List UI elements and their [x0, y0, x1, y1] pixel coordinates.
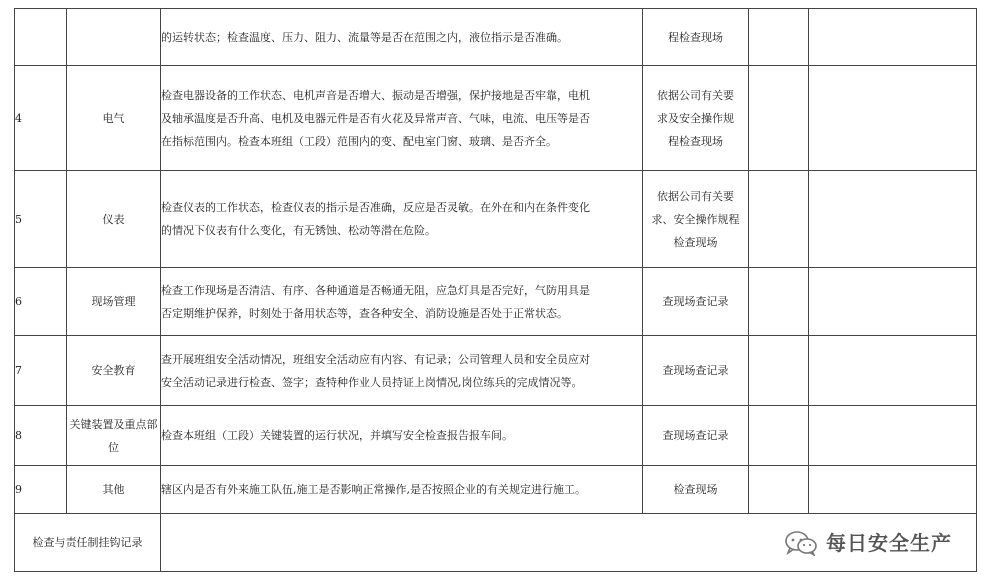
table-row-footer: [15, 514, 977, 572]
row-number: 5: [15, 171, 67, 268]
content-line: 查开展班组安全活动情况，班组安全活动应有内容、有记录；公司管理人员和安全员应对: [161, 352, 590, 366]
blank-cell: [749, 9, 809, 66]
check-basis: [643, 466, 749, 514]
basis-line: 查现场查记录: [662, 295, 729, 308]
blank-cell: [749, 268, 809, 336]
blank-cell: [749, 336, 809, 406]
basis-line: 求、安全操作规程: [651, 212, 740, 226]
content-line: 否定期维护保养，时刻处于备用状态等，查各种安全、消防设施是否处于正常状态。: [161, 306, 568, 320]
check-item: 关键装置及重点部位: [67, 406, 161, 466]
check-basis: [643, 171, 749, 268]
content-line: 检查电器设备的工作状态、电机声音是否增大、振动是否增强，保护接地是否牢靠，电机: [161, 88, 590, 102]
row-number: 6: [15, 268, 67, 336]
check-item: 安全教育: [67, 336, 161, 406]
content-line: 检查本班组（工段）关键装置的运行状况，并填写安全检查报告报车间。: [161, 429, 513, 442]
content-line: 安全活动记录进行检查、签字；查特种作业人员持证上岗情况,岗位练兵的完成情况等。: [161, 375, 583, 389]
check-basis: [643, 406, 749, 466]
check-content: [161, 336, 643, 406]
checklist-sheet: [14, 8, 976, 576]
check-content: [161, 9, 643, 66]
row-number: 9: [15, 466, 67, 514]
check-content: [161, 406, 643, 466]
table-row: [15, 66, 977, 171]
watermark-text: 每日安全生产: [826, 530, 952, 555]
check-content: [161, 66, 643, 171]
content-line: 在指标范围内。检查本班组（工段）范围内的变、配电室门窗、玻璃、是否齐全。: [161, 134, 557, 148]
check-content: [161, 268, 643, 336]
check-basis: [643, 268, 749, 336]
check-basis: [643, 336, 749, 406]
check-item: 其他: [67, 466, 161, 514]
safety-checklist-table: [14, 8, 977, 572]
check-basis: [643, 66, 749, 171]
check-content: [161, 171, 643, 268]
table-row: [15, 336, 977, 406]
blank-cell: [809, 66, 977, 171]
row-number: [15, 9, 67, 66]
row-number: 4: [15, 66, 67, 171]
blank-cell: [749, 171, 809, 268]
blank-cell: [749, 66, 809, 171]
blank-cell: [749, 466, 809, 514]
table-row: [15, 466, 977, 514]
blank-cell: [809, 171, 977, 268]
check-basis: [643, 9, 749, 66]
blank-cell: [809, 9, 977, 66]
check-item: 仪表: [67, 171, 161, 268]
basis-line: 检查现场: [673, 483, 718, 496]
check-item: 电气: [67, 66, 161, 171]
row-number: 7: [15, 336, 67, 406]
table-row: [15, 171, 977, 268]
basis-line: 检查现场: [673, 235, 718, 249]
basis-line: 依据公司有关要: [657, 189, 734, 203]
table-row: [15, 268, 977, 336]
liability-record-label: 检查与责任制挂钩记录: [15, 514, 161, 572]
basis-line: 求及安全操作规: [657, 111, 734, 125]
check-item: [67, 9, 161, 66]
check-content: [161, 466, 643, 514]
basis-line: 查现场查记录: [662, 429, 729, 442]
blank-cell: [749, 406, 809, 466]
wechat-icon: [784, 530, 818, 556]
basis-line: 程检查现场: [668, 30, 723, 44]
row-number: 8: [15, 406, 67, 466]
content-line: 的情况下仪表有什么变化，有无锈蚀、松动等潜在危险。: [161, 224, 436, 237]
check-item: 现场管理: [67, 268, 161, 336]
blank-cell: [809, 406, 977, 466]
basis-line: 依据公司有关要: [657, 88, 734, 102]
blank-cell: [809, 268, 977, 336]
blank-cell: [809, 466, 977, 514]
basis-line: 程检查现场: [668, 134, 723, 148]
table-row: [15, 406, 977, 466]
watermark: [784, 530, 952, 556]
blank-cell: [809, 336, 977, 406]
content-line: 检查工作现场是否清洁、有序、各种通道是否畅通无阻，应急灯具是否完好，气防用具是: [161, 283, 590, 297]
liability-record-value: [161, 514, 977, 572]
table-row: [15, 9, 977, 66]
content-line: 辖区内是否有外来施工队伍,施工是否影响正常操作,是否按照企业的有关规定进行施工。: [161, 483, 586, 496]
content-line: 及轴承温度是否升高、电机及电器元件是否有火花及异常声音、气味，电流、电压等是否: [161, 111, 590, 125]
content-line: 的运转状态；检查温度、压力、阻力、流量等是否在范围之内，液位指示是否准确。: [161, 30, 568, 44]
content-line: 检查仪表的工作状态，检查仪表的指示是否准确，反应是否灵敏。在外在和内在条件变化: [161, 201, 590, 214]
basis-line: 查现场查记录: [662, 364, 729, 377]
